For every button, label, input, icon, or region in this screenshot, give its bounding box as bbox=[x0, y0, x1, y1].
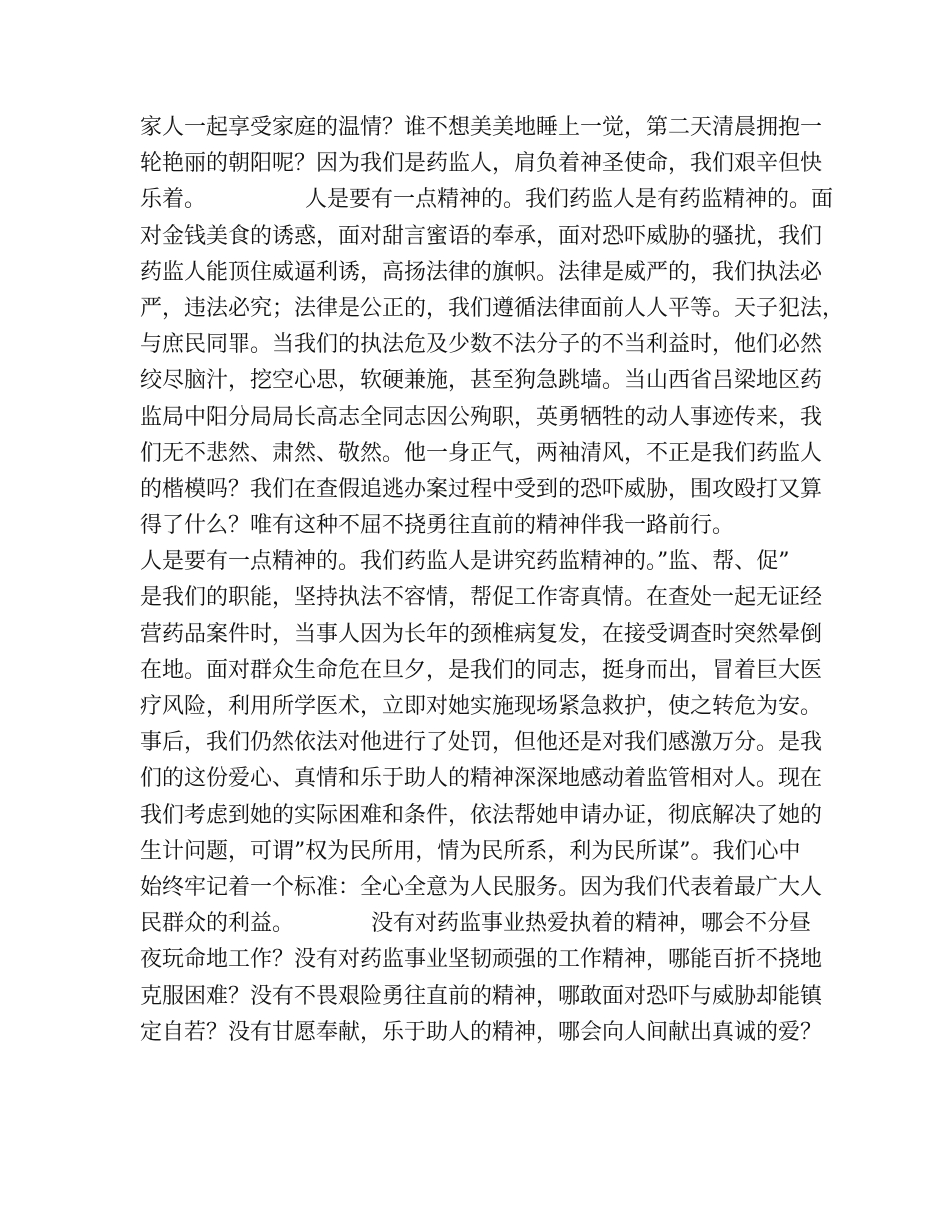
text-line: 定自若？没有甘愿奉献，乐于助人的精神，哪会向人间献出真诚的爱？ bbox=[140, 1019, 823, 1045]
text-line: 在地。面对群众生命危在旦夕，是我们的同志，挺身而出，冒着巨大医 bbox=[140, 657, 823, 683]
text-line: 生计问题，可谓”权为民所用，情为民所系，利为民所谋”。我们心中 bbox=[140, 838, 801, 864]
text-line: 是我们的职能，坚持执法不容情，帮促工作寄真情。在查处一起无证经 bbox=[140, 585, 823, 611]
text-line: 家人一起享受家庭的温情？谁不想美美地睡上一觉，第二天清晨拥抱一 bbox=[140, 115, 823, 140]
text-line: 轮艳丽的朝阳呢？因为我们是药监人，肩负着神圣使命，我们艰辛但快 bbox=[140, 151, 823, 177]
text-line: 人是要有一点精神的。我们药监人是讲究药监精神的。”监、帮、促” bbox=[140, 549, 790, 575]
text-line: 监局中阳分局局长高志全同志因公殉职，英勇牺牲的动人事迹传来，我 bbox=[140, 404, 823, 430]
text-line: 与庶民同罪。当我们的执法危及少数不法分子的不当利益时，他们必然 bbox=[140, 332, 823, 358]
text-line: 绞尽脑汁，挖空心思，软硬兼施，甚至狗急跳墙。当山西省吕梁地区药 bbox=[140, 368, 823, 394]
text-line: 民群众的利益。 没有对药监事业热爱执着的精神，哪会不分昼 bbox=[140, 911, 812, 937]
text-line: 始终牢记着一个标准：全心全意为人民服务。因为我们代表着最广大人 bbox=[140, 874, 823, 900]
text-line: 乐着。 人是要有一点精神的。我们药监人是有药监精神的。面 bbox=[140, 187, 834, 213]
text-line: 对金钱美食的诱惑，面对甜言蜜语的奉承，面对恐吓威胁的骚扰，我们 bbox=[140, 223, 823, 249]
text-line: 们的这份爱心、真情和乐于助人的精神深深地感动着监管相对人。现在 bbox=[140, 766, 823, 792]
text-line: 事后，我们仍然依法对他进行了处罚，但他还是对我们感激万分。是我 bbox=[140, 730, 823, 756]
text-line: 严，违法必究；法律是公正的，我们遵循法律面前人人平等。天子犯法， bbox=[140, 295, 845, 321]
text-line: 们无不悲然、肃然、敬然。他一身正气，两袖清风，不正是我们药监人 bbox=[140, 440, 823, 466]
text-line: 我们考虑到她的实际困难和条件，依法帮她申请办证，彻底解决了她的 bbox=[140, 802, 823, 828]
text-line: 得了什么？唯有这种不屈不挠勇往直前的精神伴我一路前行。 bbox=[140, 513, 735, 539]
body-text bbox=[140, 110, 845, 1051]
text-line: 克服困难？没有不畏艰险勇往直前的精神，哪敢面对恐吓与威胁却能镇 bbox=[140, 983, 823, 1009]
text-line: 的楷模吗？我们在查假追逃办案过程中受到的恐吓威胁，围攻殴打又算 bbox=[140, 476, 823, 502]
text-line: 营药品案件时，当事人因为长年的颈椎病复发，在接受调查时突然晕倒 bbox=[140, 621, 823, 647]
text-line: 夜玩命地工作？没有对药监事业坚韧顽强的工作精神，哪能百折不挠地 bbox=[140, 947, 823, 973]
text-line: 药监人能顶住威逼利诱，高扬法律的旗帜。法律是威严的，我们执法必 bbox=[140, 259, 823, 285]
text-line: 疗风险，利用所学医术，立即对她实施现场紧急救护，使之转危为安。 bbox=[140, 694, 823, 719]
